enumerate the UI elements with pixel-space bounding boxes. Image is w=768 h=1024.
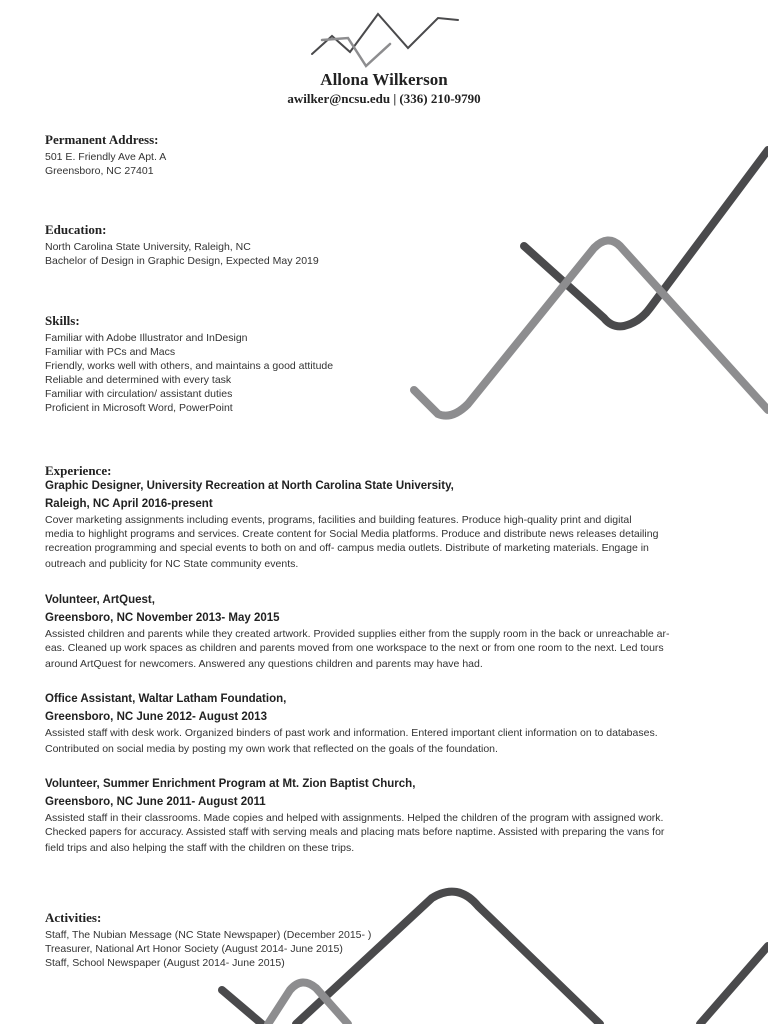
experience-entry bbox=[45, 477, 725, 574]
skill-item: Reliable and determined with every task bbox=[45, 374, 232, 386]
activity-item: Treasurer, National Art Honor Society (August 2014- June 2015) bbox=[45, 943, 343, 955]
experience-heading: Experience: bbox=[45, 463, 112, 478]
resume-name: Allona Wilkerson bbox=[320, 70, 448, 89]
education-heading: Education: bbox=[45, 222, 107, 237]
job-title: Office Assistant, Waltar Latham Foundation, bbox=[45, 693, 287, 705]
skills-heading: Skills: bbox=[45, 313, 80, 328]
job-description-line: Contributed on social media by posting my own work that reflected on the goals of the foundation. bbox=[45, 743, 498, 755]
skill-item: Proficient in Microsoft Word, PowerPoint bbox=[45, 402, 233, 414]
job-location-date: Raleigh, NC April 2016-present bbox=[45, 498, 213, 510]
experience-entry bbox=[45, 690, 725, 759]
skills-section bbox=[45, 313, 725, 415]
job-description-line: Assisted children and parents while they created artwork. Provided supplies either from the supply room in the back or unreachable ar- bbox=[45, 628, 670, 640]
job-description-line: Assisted staff in their classrooms. Made copies and helped with assignments. Helped the children of the program with assigned work. bbox=[45, 812, 664, 824]
experience-entry bbox=[45, 591, 725, 674]
address-heading: Permanent Address: bbox=[45, 132, 159, 147]
job-location-date: Greensboro, NC November 2013- May 2015 bbox=[45, 612, 280, 624]
activities-heading: Activities: bbox=[45, 910, 102, 925]
skill-item: Familiar with circulation/ assistant duties bbox=[45, 388, 233, 400]
job-description-line: Cover marketing assignments including events, programs, facilities and building features. Produce high-quality print and digital bbox=[45, 514, 632, 526]
education-section bbox=[45, 222, 725, 268]
job-description-line: field trips and also helping the staff with the children on these trips. bbox=[45, 842, 355, 854]
job-location-date: Greensboro, NC June 2011- August 2011 bbox=[45, 796, 266, 808]
address-line: Greensboro, NC 27401 bbox=[45, 165, 154, 177]
activity-item: Staff, The Nubian Message (NC State Newspaper) (December 2015- ) bbox=[45, 929, 372, 941]
address-section bbox=[45, 132, 725, 178]
contact-info: awilker@ncsu.edu | (336) 210-9790 bbox=[287, 91, 481, 106]
skill-item: Familiar with Adobe Illustrator and InDesign bbox=[45, 332, 248, 344]
job-description-line: around ArtQuest for newcomers. Answered any questions children and parents may have had. bbox=[45, 658, 483, 670]
job-description-line: outreach and publicity for NC State community events. bbox=[45, 558, 299, 570]
job-description-line: media to highlight programs and services. Create content for Social Media platforms. Produce and distribute news releases detailing bbox=[45, 528, 659, 540]
job-description-line: recreation programming and special events to both on and off- campus media outlets. Distribute of marketing materials. Engage in bbox=[45, 542, 649, 554]
job-title: Volunteer, ArtQuest, bbox=[45, 594, 155, 606]
job-description-line: Assisted staff with desk work. Organized binders of past work and information. Entered important client information on to databases. bbox=[45, 727, 658, 739]
skill-item: Friendly, works well with others, and maintains a good attitude bbox=[45, 360, 334, 372]
logo-mark bbox=[312, 14, 458, 66]
skill-item: Familiar with PCs and Macs bbox=[45, 346, 176, 358]
address-line: 501 E. Friendly Ave Apt. A bbox=[45, 151, 167, 163]
job-description-line: eas. Cleaned up work spaces as children and parents moved from one workspace to the next or from one room to the next. Led tours bbox=[45, 642, 664, 654]
decor-line-light-bottom bbox=[268, 982, 348, 1024]
activity-item: Staff, School Newspaper (August 2014- June 2015) bbox=[45, 957, 285, 969]
job-location-date: Greensboro, NC June 2012- August 2013 bbox=[45, 711, 267, 723]
education-line: Bachelor of Design in Graphic Design, Expected May 2019 bbox=[45, 255, 319, 267]
job-title: Graphic Designer, University Recreation at North Carolina State University, bbox=[45, 480, 454, 492]
job-description-line: Checked papers for accuracy. Assisted staff with serving meals and placing mats before naptime. Assisted with preparing the vans for bbox=[45, 826, 665, 838]
job-title: Volunteer, Summer Enrichment Program at Mt. Zion Baptist Church, bbox=[45, 778, 416, 790]
experience-entry bbox=[45, 775, 725, 858]
education-line: North Carolina State University, Raleigh, NC bbox=[45, 241, 251, 253]
activities-section bbox=[45, 910, 725, 970]
